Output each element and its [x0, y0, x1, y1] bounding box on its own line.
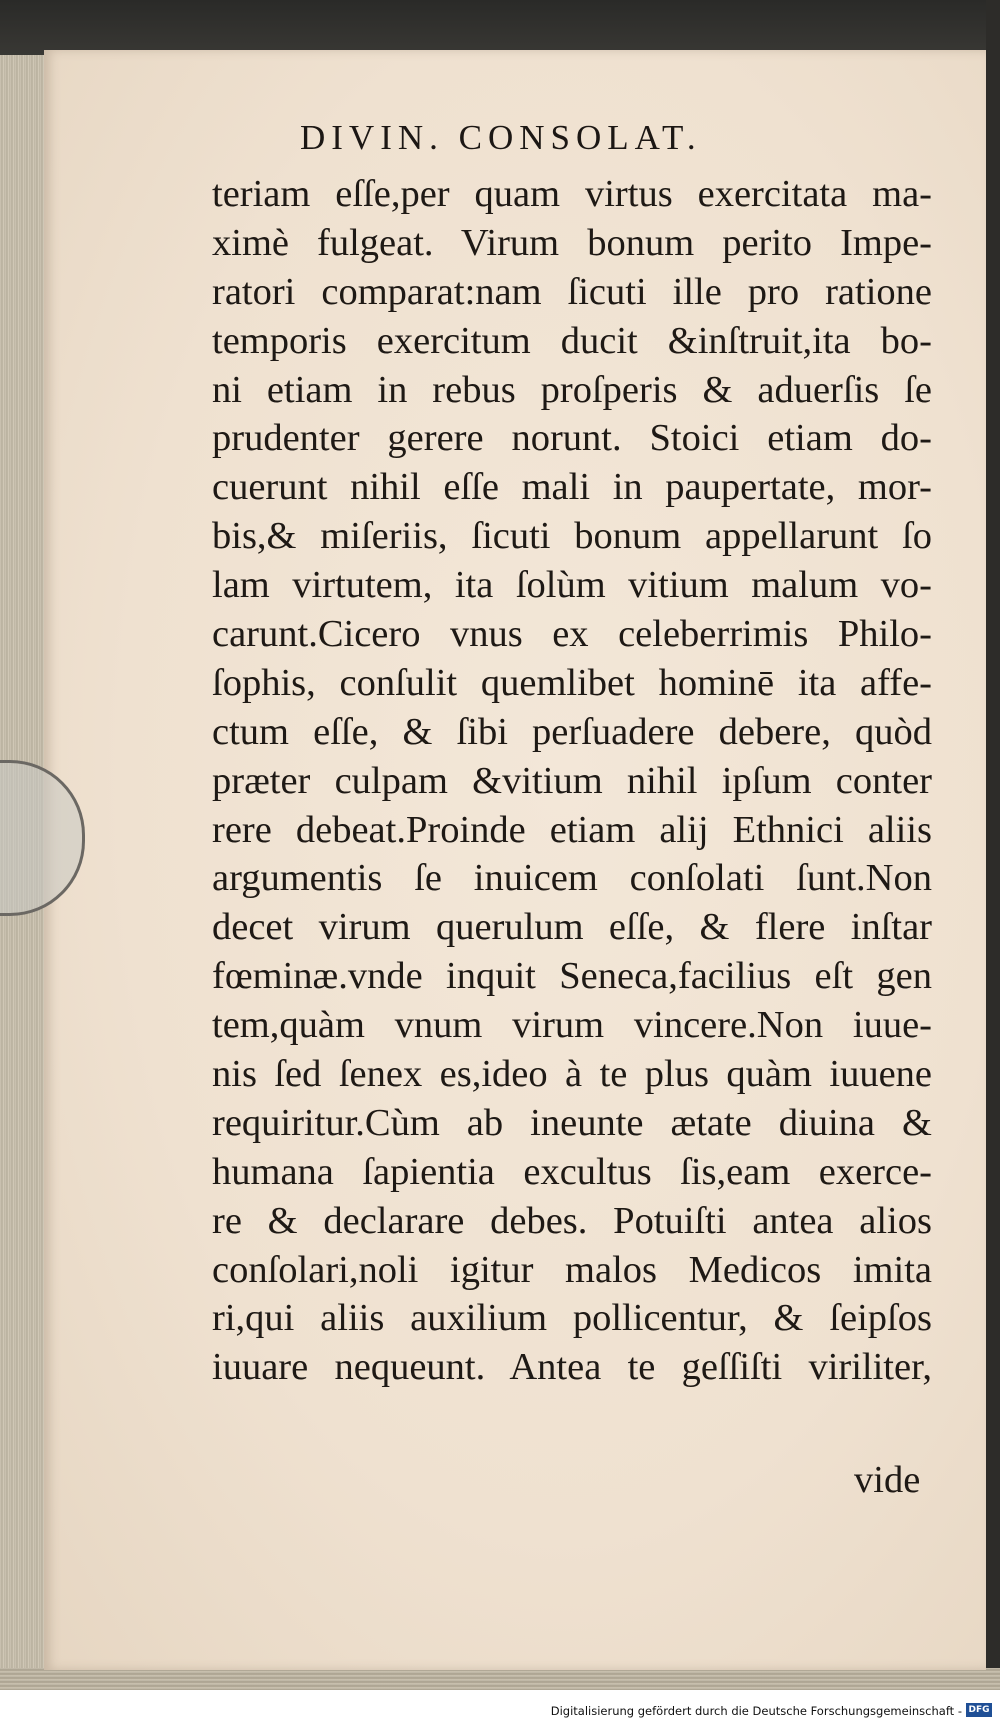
text-line: lam virtutem, ita ſolùm vitium malum vo- — [212, 564, 932, 607]
text-line: temporis exercitum ducit &inſtruit,ita bo- — [212, 319, 932, 362]
running-head: DIVIN. CONSOLAT. — [300, 118, 702, 157]
text-line: fœminæ.vnde inquit Seneca,facilius eſt gen — [212, 955, 932, 998]
text-line: argumentis ſe inuicem conſolati ſunt.Non — [212, 857, 932, 900]
text-line: re & declarare debes. Potuiſti antea alios — [212, 1199, 932, 1242]
text-line: humana ſapientia excultus ſis,eam exerce- — [212, 1150, 932, 1193]
catchword: vide — [854, 1459, 921, 1501]
text-line: nis ſed ſenex es,ideo à te plus quàm iuuene — [212, 1053, 932, 1096]
text-line: rere debeat.Proinde etiam alij Ethnici aliis — [212, 808, 932, 851]
text-line: carunt.Cicero vnus ex celeberrimis Philo- — [212, 613, 932, 656]
text-line: conſolari,noli igitur malos Medicos imita — [212, 1248, 932, 1291]
funding-credit: Digitalisierung gefördert durch die Deutsche Forschungsgemeinschaft - — [550, 1704, 962, 1718]
text-line: ctum eſſe, & ſibi perſuadere debere, quòd — [212, 710, 932, 753]
text-line: requiritur.Cùm ab ineunte ætate diuina & — [212, 1101, 932, 1144]
page-edges-bottom — [0, 1668, 1000, 1690]
text-line: ratori comparat:nam ſicuti ille pro ratione — [212, 270, 932, 313]
text-line: præter culpam &vitium nihil ipſum conter — [212, 759, 932, 802]
text-line: cuerunt nihil eſſe mali in paupertate, mor- — [212, 466, 932, 509]
text-line: ſophis, conſulit quemlibet hominē ita affe- — [212, 661, 932, 704]
text-line: ni etiam in rebus proſperis & aduerſis ſe — [212, 368, 932, 411]
text-line: tem,quàm vnum virum vincere.Non iuue- — [212, 1004, 932, 1047]
dfg-logo-icon: DFG — [966, 1703, 992, 1717]
text-line: iuuare nequeunt. Antea te geſſiſti viriliter, — [212, 1346, 932, 1389]
text-line: decet virum querulum eſſe, & flere inſtar — [212, 906, 932, 949]
text-line: ri,qui aliis auxilium pollicentur, & ſeipſos — [212, 1297, 932, 1340]
text-line: teriam eſſe,per quam virtus exercitata ma- — [212, 173, 932, 215]
text-line: ximè fulgeat. Virum bonum perito Impe- — [212, 221, 932, 264]
text-line: prudenter gerere norunt. Stoici etiam do- — [212, 417, 932, 460]
text-line: bis,& miſeriis, ſicuti bonum appellarunt ſo — [212, 515, 932, 558]
body-text — [212, 170, 932, 1392]
scanner-background-right — [986, 0, 1000, 1690]
